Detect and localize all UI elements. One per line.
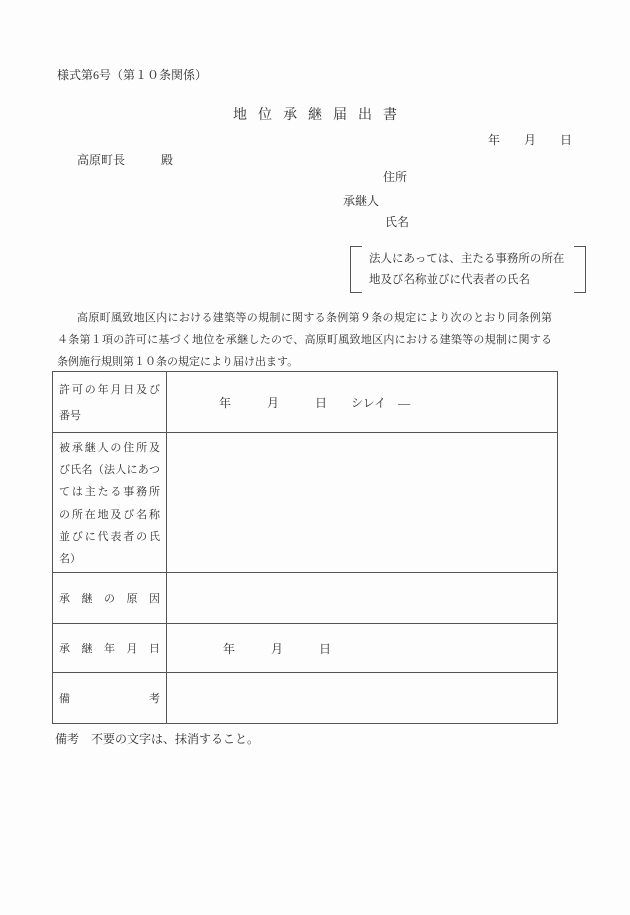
body-line-3: 条例施行規則第１０条の規定により届け出ます。 <box>57 356 299 368</box>
body-line-1: 高原町風致地区内における建築等の規制に関する条例第９条の規定により次のとおり同条例第 <box>77 312 552 324</box>
permit-date-label-line2: 番号 <box>59 409 81 422</box>
predecessor-label-line6: 名） <box>59 552 81 565</box>
permit-date-label-line1: 許可の年月日及び <box>59 384 160 397</box>
corporate-note-line1: 法人にあっては、主たる事務所の所在 <box>369 253 565 265</box>
succession-cause-label-text: 承継の原因 <box>59 593 160 605</box>
row-succession-cause-label <box>53 573 167 624</box>
row-succession-date-value: 年 月 日 <box>167 624 557 673</box>
footnote: 備考 不要の文字は、抹消すること。 <box>55 732 260 746</box>
predecessor-label-line2: び氏名（法人にあつ <box>59 464 160 477</box>
row-remarks-value <box>167 673 557 723</box>
row-predecessor-value <box>167 433 557 573</box>
predecessor-label-line1: 被承継人の住所及 <box>59 442 160 455</box>
succession-date-label-text: 承継年月日 <box>59 643 160 655</box>
date-line: 年 月 日 <box>487 133 572 147</box>
left-bracket <box>350 246 362 293</box>
row-succession-date-label <box>53 624 167 673</box>
row-permit-date-value: 年 月 日 シレイ ― <box>167 372 557 433</box>
row-permit-date-label <box>53 372 167 433</box>
successor-address-label: 住所 <box>383 170 408 184</box>
corporate-entity-note <box>350 246 586 293</box>
remarks-label-text: 備考 <box>59 693 160 705</box>
successor-name-label: 氏名 <box>385 215 410 229</box>
predecessor-label-line5: 並びに代表者の氏 <box>59 530 160 543</box>
row-remarks-label <box>53 673 167 723</box>
document-title: 地位承継届出書 <box>233 108 408 123</box>
row-succession-cause-value <box>167 573 557 624</box>
body-line-2: ４条第１項の許可に基づく地位を承継したので、高原町風致地区内における建築等の規制に関する <box>57 334 552 346</box>
form-number: 様式第6号（第１０条関係） <box>57 68 208 82</box>
predecessor-label-line4: の所在地及び名称 <box>59 508 160 521</box>
body-paragraph <box>57 307 552 373</box>
corporate-note-line2: 地及び名称並びに代表者の氏名 <box>369 274 530 286</box>
form-table <box>52 371 558 724</box>
right-bracket <box>574 246 586 293</box>
addressee-mayor: 高原町長 殿 <box>77 153 174 167</box>
row-predecessor-label <box>53 433 167 573</box>
predecessor-label-line3: ては主たる事務所 <box>59 486 160 499</box>
successor-role-label: 承継人 <box>343 194 380 208</box>
